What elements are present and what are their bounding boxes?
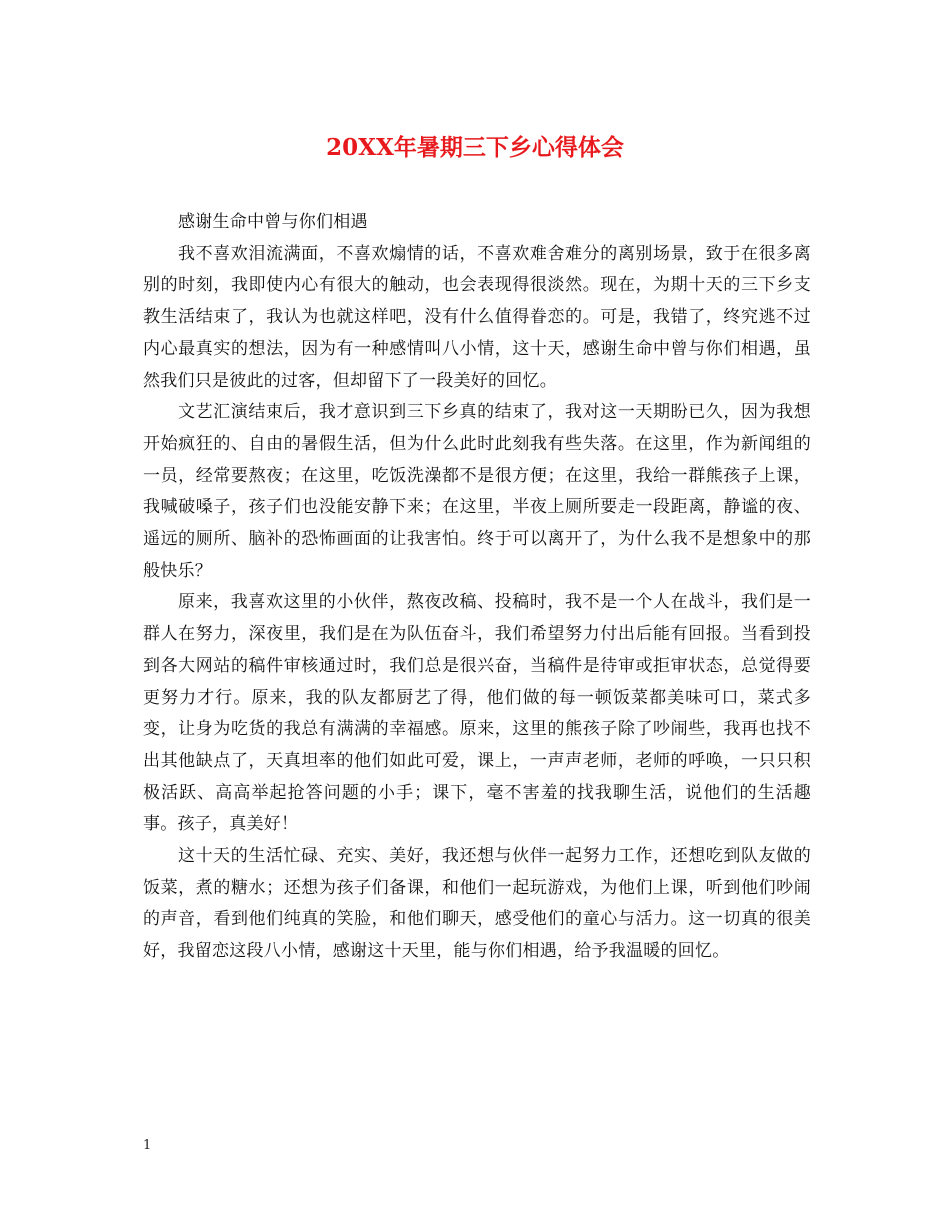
paragraph: 我不喜欢泪流满面，不喜欢煽情的话，不喜欢难舍难分的离别场景，致于在很多离别的时刻，我即使内心有很大的触动，也会表现得很淡然。现在，为期十天的三下乡支教生活结束了，我认为也就这样吧，没有什么值得眷恋的。可是，我错了，终究逃不过内心最真实的想法，因为有一种感情叫八小情，这十天，感谢生命中曾与你们相遇，虽然我们只是彼此的过客，但却留下了一段美好的回忆。: [143, 243, 811, 391]
page-number: 1: [143, 1138, 152, 1153]
document-title: 20XX年暑期三下乡心得体会: [326, 134, 624, 161]
paragraph: 文艺汇演结束后，我才意识到三下乡真的结束了，我对这一天期盼已久，因为我想开始疯狂的、自由的暑假生活，但为什么此时此刻我有些失落。在这里，作为新闻组的一员，经常要熬夜；在这里，吃饭洗澡都不是很方便；在这里，我给一群熊孩子上课，我喊破嗓子，孩子们也没能安静下来；在这里，半夜上厕所要走一段距离，静谧的夜、遥远的厕所、脑补的恐怖画面的让我害怕。终于可以离开了，为什么我不是想象中的那般快乐？: [143, 402, 811, 581]
paragraph: 这十天的生活忙碌、充实、美好，我还想与伙伴一起努力工作，还想吃到队友做的饭菜，煮的糖水；还想为孩子们备课，和他们一起玩游戏，为他们上课，听到他们吵闹的声音，看到他们纯真的笑脸，和他们聊天，感受他们的童心与活力。这一切真的很美好，我留恋这段八小情，感谢这十天里，能与你们相遇，给予我温暖的回忆。: [143, 846, 811, 962]
document-body: [143, 207, 811, 968]
paragraph-subtitle: 感谢生命中曾与你们相遇: [178, 212, 368, 232]
paragraph: 原来，我喜欢这里的小伙伴，熬夜改稿、投稿时，我不是一个人在战斗，我们是一群人在努力，深夜里，我们是在为队伍奋斗，我们希望努力付出后能有回报。当看到投到各大网站的稿件审核通过时，我们总是很兴奋，当稿件是待审或拒审状态，总觉得要更努力才行。原来，我的队友都厨艺了得，他们做的每一顿饭菜都美味可口，菜式多变，让身为吃货的我总有满满的幸福感。原来，这里的熊孩子除了吵闹些，我再也找不出其他缺点了，天真坦率的他们如此可爱，课上，一声声老师，老师的呼唤，一只只积极活跃、高高举起抢答问题的小手；课下，毫不害羞的找我聊生活，说他们的生活趣事。孩子，真美好！: [143, 592, 811, 835]
